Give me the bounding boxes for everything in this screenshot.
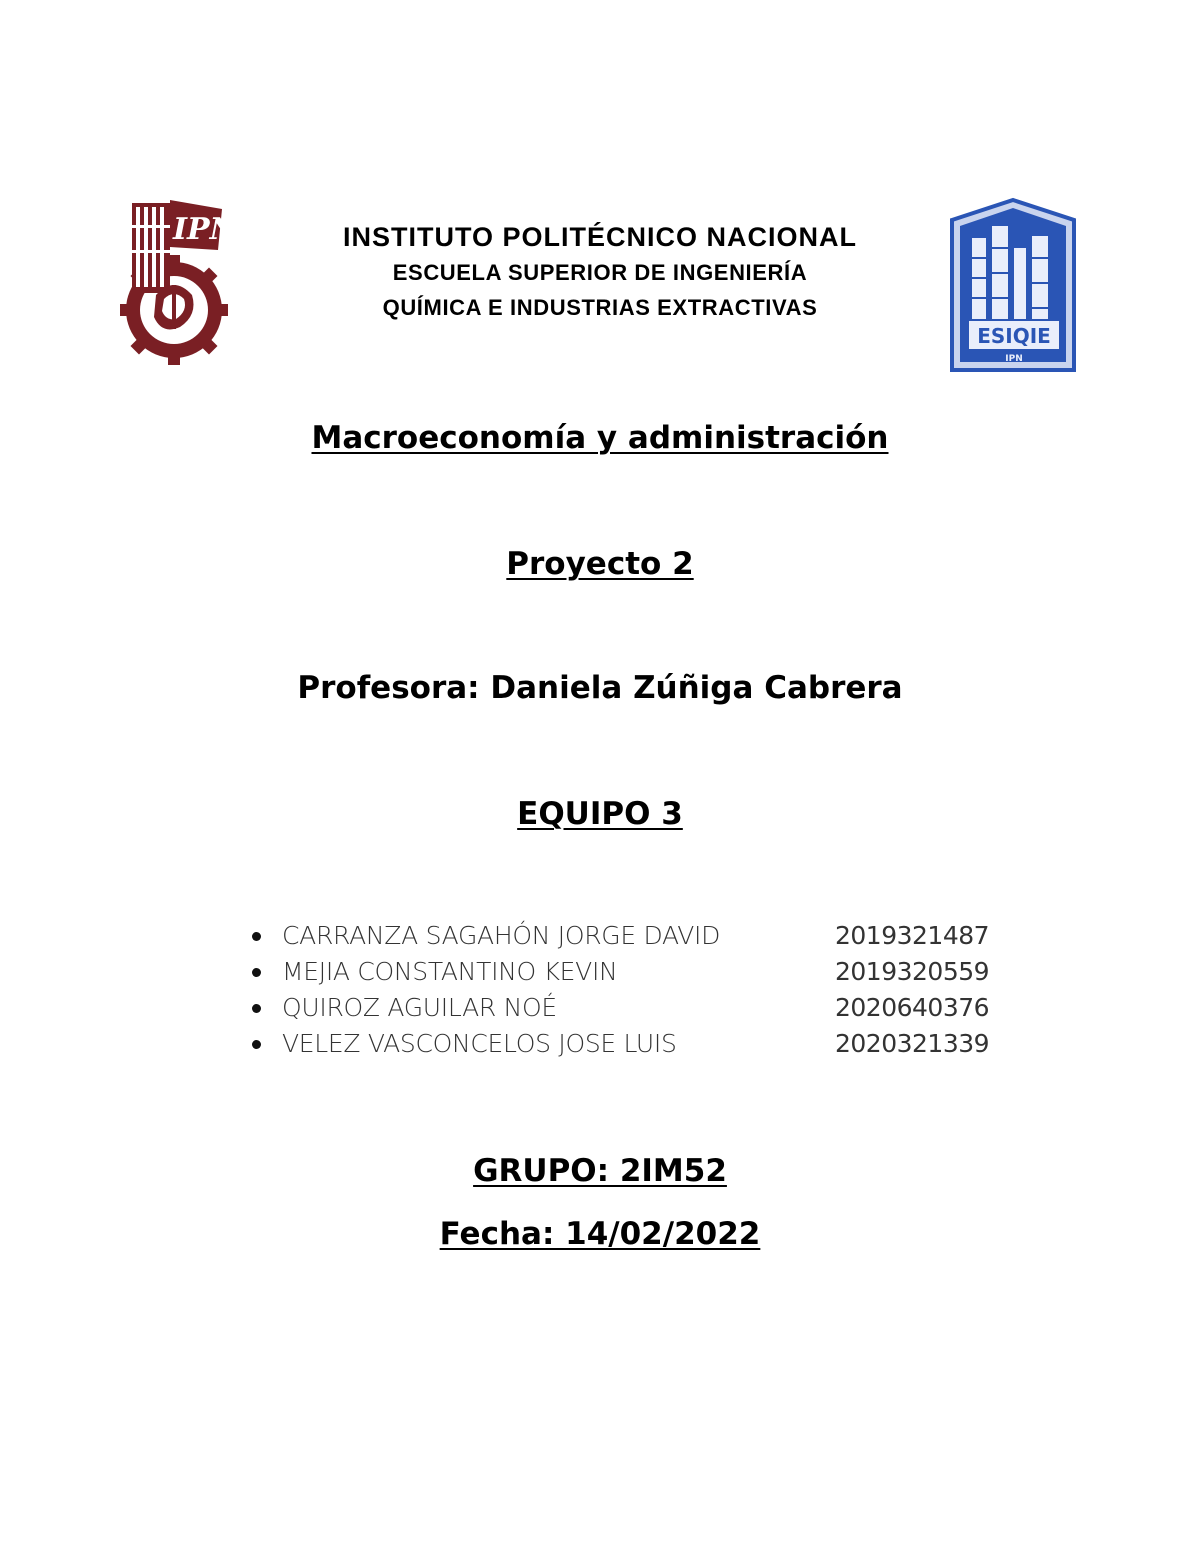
group-label — [150, 1153, 1050, 1189]
svg-text:IPN: IPN — [173, 212, 238, 247]
esiqie-logo-icon — [948, 198, 1078, 373]
teacher-name: Profesora: Daniela Zúñiga Cabrera — [297, 670, 903, 706]
date-text: Fecha: 14/02/2022 — [439, 1216, 761, 1252]
list-item — [245, 990, 1005, 1026]
member-name: MEJIA CONSTANTINO KEVIN — [282, 957, 618, 986]
list-item — [245, 918, 1005, 954]
member-name: QUIROZ AGUILAR NOÉ — [282, 993, 557, 1022]
svg-text:ESIQIE: ESIQIE — [977, 324, 1051, 348]
members-list — [245, 918, 1005, 1062]
bullet-icon — [252, 968, 261, 977]
member-id: 2020640376 — [835, 993, 990, 1022]
subject-title — [150, 420, 1050, 456]
list-item — [245, 954, 1005, 990]
subject-text: Macroeconomía y administración — [311, 420, 889, 456]
bullet-icon — [252, 932, 261, 941]
member-name: VELEZ VASCONCELOS JOSE LUIS — [282, 1029, 677, 1058]
list-item — [245, 1026, 1005, 1062]
bullet-icon — [252, 1004, 261, 1013]
team-text: EQUIPO 3 — [517, 796, 683, 832]
project-title — [150, 546, 1050, 582]
date-label — [150, 1216, 1050, 1252]
school-name-line1: ESCUELA SUPERIOR DE INGENIERÍA — [392, 260, 808, 285]
member-id: 2019321487 — [835, 921, 990, 950]
team-title — [150, 796, 1050, 832]
bullet-icon — [252, 1040, 261, 1049]
ipn-logo-icon — [118, 195, 238, 370]
project-text: Proyecto 2 — [506, 546, 694, 582]
member-id: 2019320559 — [835, 957, 990, 986]
member-name: CARRANZA SAGAHÓN JORGE DAVID — [282, 921, 721, 950]
svg-text:IPN: IPN — [1005, 354, 1023, 364]
institute-name: INSTITUTO POLITÉCNICO NACIONAL — [343, 222, 857, 252]
group-text: GRUPO: 2IM52 — [473, 1153, 727, 1189]
member-id: 2020321339 — [835, 1029, 990, 1058]
school-name-line2: QUÍMICA E INDUSTRIAS EXTRACTIVAS — [382, 295, 818, 320]
